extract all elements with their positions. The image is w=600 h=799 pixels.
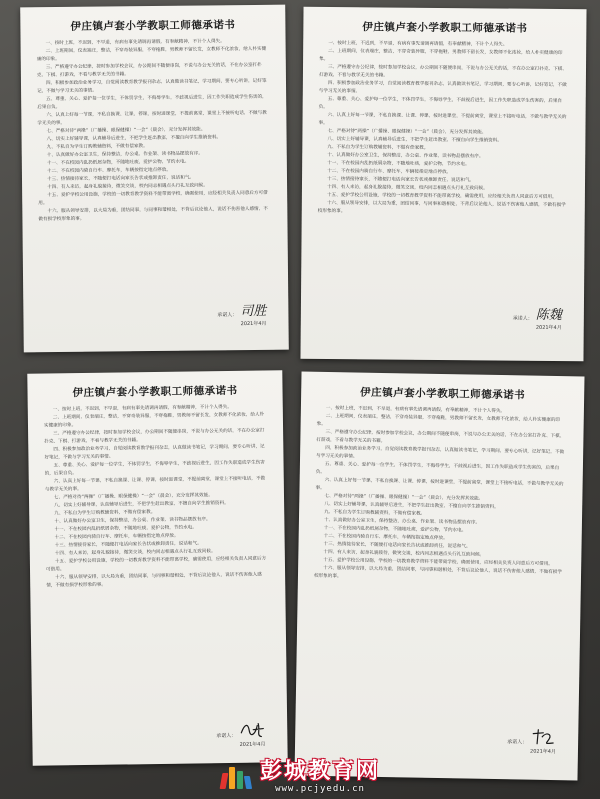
pledge-clause: 二、上班期间，仪表端庄，整洁，不穿奇装异服，不穿拖鞋，男教师不留长发，女教师不化浓妆，给人朴实健康的印象。 (319, 48, 563, 62)
pledge-clause: 六、认真上好每一节课，不私自换课、让课、停课，按时进课堂，不提前离堂，课堂上不接听电话，不做与教学无关的事。 (44, 476, 266, 493)
pledge-clause: 十四、有人来访，起身礼貌接待，微笑交谈，校内同志相遇点头行礼互致问候。 (54, 549, 216, 557)
sign-label: 承诺人： (216, 732, 237, 740)
pledge-clause: 八、切实上好辅导课，认真辅导后进生，不把学生赶出教室，不擅自向学生推销资料。 (46, 135, 222, 143)
pledge-clause: 十、认真做好办公室卫生，保持整洁，办公桌、作业架、读书物品摆放有序。 (54, 517, 211, 525)
pledge-clause: 十、认真做好办公室卫生，保持整洁，办公桌、作业架、读书物品摆放有序。 (327, 152, 484, 160)
sign-date: 2021年4月 (535, 324, 562, 332)
watermark-url: www.pcjyedu.cn (275, 784, 365, 794)
pledge-clause: 四、积极参加政治业务学习，自觉阅读教育教学报刊杂志，认真做读书笔记，学习期间，要专心听讲，记好笔记，不做与学习无关的事情。 (37, 78, 267, 95)
pledge-clause: 十六、服从领导安排，以大局为重，团结同事，与同事和谐相处，不背后议论他人，说话不伤害他人感情，不做有损学校形象的事。 (317, 200, 566, 215)
sheet-title: 伊庄镇卢套小学教职工师德承诺书 (70, 19, 236, 33)
pledge-sheet-4 (294, 372, 584, 781)
pledge-clause: 十一、不在校园内乱扔纸屑杂物，不随地吐痰，爱护公物，节约水电。 (323, 525, 467, 534)
pledge-clause: 七、严格对待“两操”（广播操、眼保健操）“一会”（晨会），充分发挥其效能。 (53, 493, 213, 501)
pledge-clause: 四、积极参加政治业务学习，自觉阅读教育教学报刊杂志，认真做读书笔记，学习期间，要专心听讲，记好笔记，不做与学习无关的事情。 (318, 80, 567, 95)
pledge-clause: 十四、有人来访，起身礼貌接待，微笑交谈，校内同志相遇点头行礼互致问候。 (326, 184, 488, 192)
pledge-clause: 三、严格遵守办公纪律，按时参加学校会议，办公期间不随便串岗，不说与办公无关的话，不在办公室打扑克、下棋、打游戏，不看与教学无关的书籍。 (318, 64, 567, 79)
pledge-clause: 十六、服从领导安排，以大局为重，团结同事，与同事和谐相处，不背后议论他人，说话不伤害他人感情，不做有损学校形象的事。 (46, 572, 262, 589)
pledge-clause: 九、不私自为学生订购教辅资料，不做有偿家教。 (54, 510, 156, 517)
pledge-sheet-1 (20, 5, 289, 353)
pledge-clause: 十一、不在校园内乱扔纸屑杂物，不随地吐痰，爱护公物，节约水电。 (54, 525, 197, 533)
pledge-clause: 四、积极参加政治业务学习，自觉阅读教育教学报刊杂志，认真做读书笔记，学习期间，要专心听讲，记好笔记，不做与学习无关的事情。 (316, 445, 565, 460)
pledge-clause: 十二、不在校园内骑自行车、摩托车，车辆按指定地点停放。 (327, 168, 452, 176)
signature-block (217, 305, 266, 328)
pledge-clause: 十五、爱护学校公用设施，学校的一切教育教学资料不能带离学校，确需使用，应经相关负责人同意后方可借用。 (38, 190, 268, 207)
pledge-clause: 十四、有人来访，起身礼貌接待，微笑交谈，校内同志相遇点头行礼互致问候。 (47, 183, 208, 191)
pledge-clause: 十五、爱护学校公用设施，学校的一切教育教学资料不能带离学校，确需使用，应经相关负责人同意后方可借用。 (45, 556, 267, 573)
pledge-clause: 八、切实上好辅导课，认真辅导后进生，不把学生赶出教室，不擅自向学生推销资料。 (327, 136, 502, 144)
pledge-clause: 九、不私自为学生订购教辅资料，不做有偿家教。 (324, 509, 426, 517)
pledge-clause: 一、按时上班，不迟到，不早退，有病有事先请调再请假，有奉献精神，不计个人得失。 (52, 404, 232, 413)
pledge-clause: 三、严格遵守办公纪律，按时参加学校会议，办公期间不随便串岗，不说与办公无关的话，不在办公室打扑克、下棋、打游戏，不看与教学无关的书籍。 (44, 428, 265, 445)
signature-block (507, 727, 556, 755)
pledge-clause: 十四、有人来访，起身礼貌接待，微笑交谈，校内同志相遇点头行礼互致问候。 (323, 549, 485, 558)
pledge-clause: 十二、不在校园内骑自行车、摩托车，车辆按指定地点停放。 (46, 167, 171, 175)
pledge-clause: 十三、热情接待家长，不随便打电话向家长告状或推卸责任，说话和气。 (323, 541, 471, 550)
sign-label: 承诺人： (217, 312, 238, 319)
signature-block (216, 721, 265, 749)
watermark-site-name: 彭城教育网 (259, 759, 380, 784)
pledge-clause: 六、认真上好每一节课，不私自换课、让课、停课，按时进课堂，不提前离堂，课堂上不接听电话，不做与教学无关的事。 (37, 110, 267, 127)
pledge-clause: 三、严格遵守办公纪律，按时参加学校会议，办公期间不随便串岗，不说与办公无关的话，不在办公室打扑克、下棋、打游戏，不看与教学无关的书籍。 (316, 429, 565, 445)
pledge-clause: 十、认真做好办公室卫生，保持整洁，办公桌、作业架、读书物品摆放有序。 (323, 517, 481, 526)
pledge-clause: 一、按时上班，不迟到，不早退，有病有事先请调再请假，有奉献精神，不计个人得失。 (325, 405, 506, 415)
sheet-title: 伊庄镇卢套小学教职工师德承诺书 (360, 386, 526, 402)
clause-list (314, 405, 568, 585)
signature-block (513, 309, 562, 331)
pledge-clause: 二、上班期间，仪表端庄，整洁，不穿奇装异服，不穿拖鞋，男教师不留长发，女教师不化浓妆，给人朴实健康的印象。 (316, 413, 561, 427)
pledge-clause: 七、严格对待“两操”（广播操、眼保健操）“一会”（晨会），充分发挥其效能。 (327, 128, 487, 136)
pledge-clause: 十一、不在校园内乱扔纸屑杂物，不随地吐痰，爱护公物，节约水电。 (46, 159, 190, 167)
pledge-clause: 三、严格遵守办公纪律，按时参加学校会议，办公期间不随便串岗，不说与办公无关的话，不在办公室打扑克、下棋、打游戏，不看与教学无关的书籍。 (36, 62, 262, 79)
sheet-title: 伊庄镇卢套小学教职工师德承诺书 (72, 384, 238, 400)
pledge-clause: 七、严格对待“两操”（广播操、眼保健操）“一会”（晨会），充分发挥其效能。 (324, 493, 484, 502)
clause-list (37, 38, 272, 224)
pledge-clause: 十三、热情接待家长，不随便打电话向家长告状或推卸责任，说话和气。 (327, 176, 475, 184)
handwritten-signature (239, 721, 265, 739)
sign-date: 2021年4月 (529, 748, 556, 756)
pledge-clause: 八、切实上好辅导课，认真辅导后进生，不把学生赶出教室，不擅自向学生推销资料。 (54, 501, 229, 509)
signature: 司胜 (240, 303, 267, 320)
clause-list (318, 40, 571, 218)
sign-label: 承诺人： (507, 739, 528, 746)
pledge-clause: 六、认真上好每一节课，不私自换课、让课、停课，按时进课堂，不提前离堂，课堂上不接听电话，不做与教学无关的事。 (315, 477, 564, 491)
pledge-clause: 五、尊重、关心、爱护每一位学生，不体罚学生，不侮辱学生，不歧视后进生，因工作失职造成学生伤害的，后果自负。 (37, 94, 267, 111)
clause-list (44, 403, 270, 590)
handwritten-signature (530, 728, 556, 746)
pledge-clause: 十六、服从领导安排，以大局为重，团结同事，与同事和谐相处，不背后议论他人，说话不伤害他人感情，不做有损学校形象的事。 (313, 565, 563, 580)
pledge-clause: 九、不私自为学生订购教辅资料，不做有偿家教。 (327, 144, 429, 151)
sign-date: 2021年4月 (240, 320, 267, 328)
pledge-clause: 十一、不在校园内乱扔纸屑杂物，不随地吐痰，爱护公物，节约水电。 (327, 160, 470, 168)
pledge-clause: 十二、不在校园内骑自行车、摩托车，车辆按指定地点停放。 (323, 533, 448, 542)
pledge-clause: 十六、服从领导安排，以大局为重，团结同事，与同事和谐相处，不背后议论他人，说话不伤害他人感情，不做有损学校形象的事。 (38, 206, 268, 223)
pledge-clause: 九、不私自为学生订购教辅资料，不做有偿家教。 (46, 144, 148, 151)
pledge-clause: 六、认真上好每一节课，不私自换课、让课、停课，按时进课堂，不提前离堂，课堂上不接听电话，不做与教学无关的事。 (318, 112, 567, 126)
pledge-clause: 一、按时上班，不迟到，不早退，有病有事先请调再请假，有奉献精神，不计个人得失。 (328, 40, 508, 48)
sign-date: 2021年4月 (239, 741, 266, 748)
pledge-sheet-3 (27, 370, 287, 766)
pledge-clause: 二、上班期间，仪表端庄，整洁，不穿奇装异服，不穿拖鞋，男教师不留长发，女教师不化浓妆，给人朴实健康的印象。 (43, 412, 265, 429)
books-logo-icon (220, 763, 252, 791)
pledge-sheet-2 (300, 7, 586, 361)
pledge-clause: 五、尊重、关心、爱护每一位学生，不体罚学生，不侮辱学生，不歧视后进生，因工作失职造成学生伤害的，后果自负。 (44, 460, 265, 477)
pledge-clause: 五、尊重、关心、爱护每一位学生，不体罚学生，不侮辱学生，不歧视后进生，因工作失职造成学生伤害的，后果自负。 (318, 96, 563, 110)
pledge-clause: 十三、热情接待家长，不随便打电话向家长告状或推卸责任，说话和气。 (54, 541, 202, 549)
pledge-clause: 五、尊重、关心、爱护每一位学生，不体罚学生，不侮辱学生，不歧视后进生，因工作失职造成学生伤害的，后果自负。 (315, 461, 560, 475)
pledge-clause: 四、积极参加政治业务学习，自觉阅读教育教学报刊杂志，认真做读书笔记，学习期间，要专心听讲，记好笔记，不做与学习无关的事情。 (44, 444, 265, 461)
pledge-clause: 十五、爱护学校公用设施，学校的一切教育教学资料不能带离学校，确需使用，应经相关负责人同意后方可借用。 (323, 557, 553, 567)
pledge-clause: 十二、不在校园内骑自行车、摩托车，车辆按指定地点停放。 (54, 533, 179, 541)
pledge-clause: 七、严格对待“两操”（广播操、眼保健操）“一会”（晨会），充分发挥其效能。 (46, 127, 206, 135)
pledge-clause: 十五、爱护学校公用设施，学校的一切教育教学资料不能带离学校，确需使用，应经相关负责人同意后方可借用。 (326, 192, 557, 200)
sign-label: 承诺人： (512, 315, 533, 322)
signature: 陈魏 (535, 307, 562, 324)
pledge-clause: 二、上班期间，仪表端庄，整洁，不穿奇装异服，不穿拖鞋，男教师不留长发，女教师不化浓妆，给人朴实健康的印象。 (36, 46, 267, 63)
pledge-clause: 八、切实上好辅导课，认真辅导后进生，不把学生赶出教室，不擅自向学生推销资料。 (324, 501, 499, 511)
sheet-title: 伊庄镇卢套小学教职工师德承诺书 (362, 21, 528, 35)
site-watermark (0, 755, 600, 799)
pledge-clause: 十、认真做好办公室卫生，保持整洁，办公桌、作业架、读书物品摆放有序。 (46, 151, 203, 159)
pledge-clause: 十三、热情接待家长，不随便打电话向家长告状或推卸责任，说话和气。 (46, 175, 195, 183)
pledge-clause: 一、按时上班，不迟到，不早退，有病有事先请调再请假，有奉献精神，不计个人得失。 (45, 39, 225, 47)
